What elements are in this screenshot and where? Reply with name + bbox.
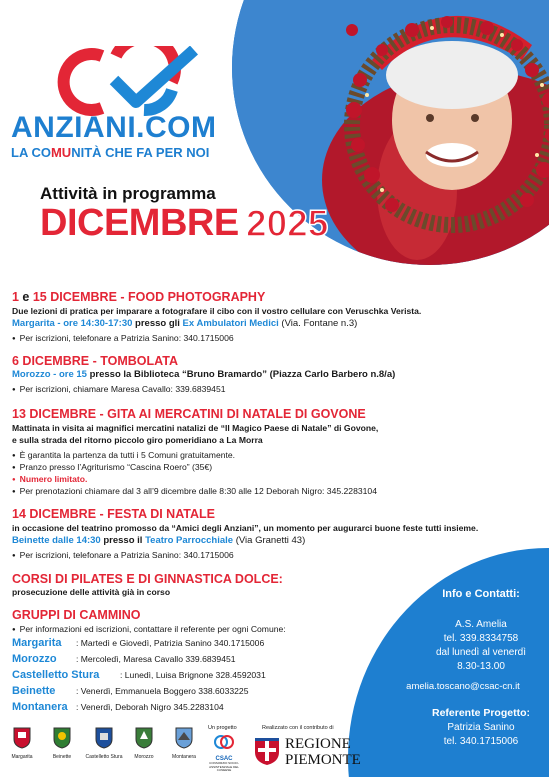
page-title-year: 2025 bbox=[246, 203, 329, 244]
list-item: Montanera : Venerdì, Deborah Nigro 345.2283104 bbox=[12, 701, 224, 713]
crest-shield-icon bbox=[13, 727, 31, 749]
event-food-place: Margarita - ore 14:30-17:30 presso gli Ex Ambulatori Medici (Via. Fontane n.3) bbox=[12, 318, 358, 329]
event-gita-bullet-4: ● Per prenotazioni chiamare dal 3 all’9 dicembre dalle 8:30 alle 12 Deborah Nigro: 345.2283104 bbox=[12, 486, 377, 498]
event-gita-bullet-2: ● Pranzo presso l’Agriturismo “Cascina Roero” (35€) bbox=[12, 462, 212, 474]
contacts-hours: 8.30-13.00 bbox=[457, 661, 505, 672]
csac-logo-icon bbox=[213, 733, 235, 751]
gruppi-list bbox=[12, 637, 266, 717]
footer-contrib-label: Realizzato con il contributo di bbox=[262, 725, 334, 731]
crest-morozzo: Morozzo bbox=[126, 727, 162, 760]
brand-logo bbox=[44, 46, 234, 118]
corsi-title: CORSI DI PILATES E DI GINNASTICA DOLCE: bbox=[12, 572, 283, 586]
event-gita-bullet-1: ● È garantita la partenza da tutti i 5 Comuni gratuitamente. bbox=[12, 450, 235, 462]
contacts-ref-title: Referente Progetto: bbox=[431, 707, 530, 719]
list-item: Beinette : Venerdì, Emmanuela Boggero 338.6033225 bbox=[12, 685, 249, 697]
event-festa-desc: in occasione del teatrino promosso da “Amici degli Anziani”, un momento per augurarci buone feste tutti insieme. bbox=[12, 523, 479, 533]
list-item: Margarita : Martedì e Giovedì, Patrizia Sanino 340.1715006 bbox=[12, 637, 265, 649]
contacts-email[interactable]: amelia.toscano@csac-cn.it bbox=[406, 681, 520, 692]
event-food-title: 1 e 15 DICEMBRE - FOOD PHOTOGRAPHY bbox=[12, 290, 266, 304]
crest-shield-icon bbox=[135, 727, 153, 749]
crest-margarita: Margarita bbox=[4, 727, 40, 760]
crest-castelletto: Castelletto Stura bbox=[84, 727, 124, 760]
gruppi-intro: ● Per informazioni ed iscrizioni, contattare il referente per ogni Comune: bbox=[12, 624, 286, 636]
event-gita-title: 13 DICEMBRE - GITA AI MERCATINI DI NATALE DI GOVONE bbox=[12, 407, 366, 421]
crest-shield-icon bbox=[53, 727, 71, 749]
corsi-desc: prosecuzione delle attività già in corso bbox=[12, 587, 171, 597]
event-food-info: ● Per iscrizioni, telefonare a Patrizia Sanino: 340.1715006 bbox=[12, 333, 234, 345]
csac-logo: CSAC CONSORZIO SOCIO-ASSISTENZIALE DEL CUNEESE bbox=[206, 733, 242, 773]
footer-project-label: Un progetto bbox=[208, 725, 237, 731]
event-food-desc: Due lezioni di pratica per imparare a fotografare il cibo con il vostro cellulare con Veruschka Verista. bbox=[12, 306, 422, 316]
contacts-title: Info e Contatti: bbox=[442, 588, 520, 600]
list-item: Castelletto Stura : Lunedì, Luisa Brignone 328.4592031 bbox=[12, 669, 266, 681]
crest-montanera: Montanera bbox=[166, 727, 202, 760]
brand-tagline: LA COMUNITÀ CHE FA PER NOI bbox=[11, 145, 210, 160]
event-gita-desc-1: Mattinata in visita ai magnifici mercatini natalizi de “Il Magico Paese di Natale” di Govone, bbox=[12, 423, 379, 433]
contacts-org: A.S. Amelia bbox=[455, 619, 507, 630]
list-item: Morozzo : Mercoledì, Maresa Cavallo 339.6839451 bbox=[12, 653, 236, 665]
page-subtitle: Attività in programma bbox=[40, 184, 216, 203]
contacts-ref-tel: tel. 340.1715006 bbox=[443, 736, 519, 747]
regione-piemonte-logo: REGIONE PIEMONTE bbox=[252, 736, 362, 768]
event-gita-bullet-3: ● Numero limitato. bbox=[12, 474, 87, 486]
event-festa-title: 14 DICEMBRE - FESTA DI NATALE bbox=[12, 507, 216, 521]
contacts-tel: tel. 339.8334758 bbox=[443, 633, 519, 644]
event-tombolata-place: Morozzo - ore 15 presso la Biblioteca “Bruno Bramardo” (Piazza Carlo Barbero n.8/a) bbox=[12, 369, 396, 380]
contacts-days: dal lunedì al venerdì bbox=[435, 647, 527, 658]
logo-mark-icon bbox=[44, 46, 234, 118]
event-festa-place: Beinette dalle 14:30 presso il Teatro Parrocchiale (Via Granetti 43) bbox=[12, 535, 306, 546]
event-festa-info: ● Per iscrizioni, telefonare a Patrizia Sanino: 340.1715006 bbox=[12, 550, 234, 562]
contacts-ref-name: Patrizia Sanino bbox=[447, 722, 515, 733]
piemonte-crest-icon bbox=[252, 736, 282, 766]
page-title-month: DICEMBRE bbox=[40, 202, 239, 244]
crest-shield-icon bbox=[95, 727, 113, 749]
event-tombolata-info: ● Per iscrizioni, chiamare Maresa Cavallo: 339.6839451 bbox=[12, 384, 226, 396]
footer-crests bbox=[4, 727, 204, 771]
event-gita-desc-2: e sulla strada del ritorno piccolo giro pomeridiano a La Morra bbox=[12, 435, 263, 445]
crest-shield-icon bbox=[175, 727, 193, 749]
gruppi-title: GRUPPI DI CAMMINO bbox=[12, 608, 141, 622]
event-tombolata-title: 6 DICEMBRE - TOMBOLATA bbox=[12, 354, 178, 368]
brand-name: ANZIANI.COM bbox=[11, 111, 217, 144]
crest-beinette: Beinette bbox=[44, 727, 80, 760]
